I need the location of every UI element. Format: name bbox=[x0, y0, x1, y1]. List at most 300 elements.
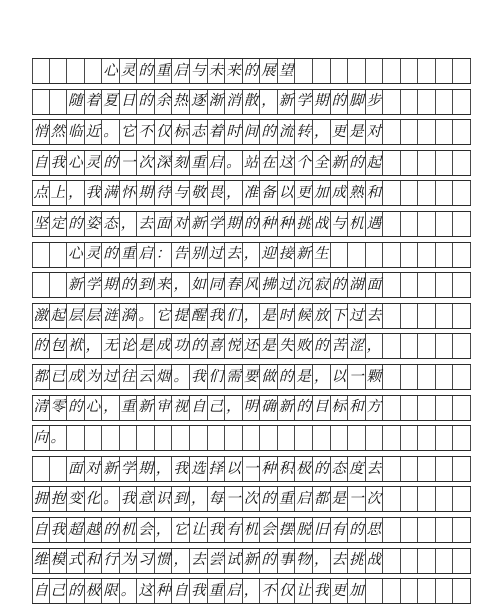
grid-cell: 事 bbox=[278, 549, 296, 573]
text-row bbox=[32, 211, 471, 237]
grid-cell: 和 bbox=[348, 396, 366, 420]
grid-cell: 风 bbox=[243, 273, 261, 297]
grid-cell: 的 bbox=[32, 334, 50, 358]
grid-cell: 迎 bbox=[260, 243, 278, 267]
grid-cell: 积 bbox=[278, 457, 296, 481]
grid-cell: 有 bbox=[225, 518, 243, 542]
grid-cell bbox=[137, 426, 155, 450]
grid-cell: 日 bbox=[120, 90, 138, 114]
grid-cell: 抱 bbox=[50, 487, 68, 511]
grid-cell bbox=[453, 457, 471, 481]
grid-cell: 和 bbox=[85, 549, 103, 573]
grid-cell: 以 bbox=[225, 457, 243, 481]
grid-cell: 心 bbox=[67, 151, 85, 175]
grid-cell: 的 bbox=[260, 487, 278, 511]
grid-cell: 来 bbox=[155, 273, 173, 297]
grid-cell: 启 bbox=[208, 151, 226, 175]
grid-cell bbox=[418, 396, 436, 420]
grid-cell bbox=[436, 181, 454, 205]
grid-cell: 逐 bbox=[190, 90, 208, 114]
grid-cell: 我 bbox=[190, 579, 208, 603]
grid-cell: 种 bbox=[260, 212, 278, 236]
grid-cell: 这 bbox=[278, 151, 296, 175]
grid-cell bbox=[401, 151, 419, 175]
grid-cell: ， bbox=[225, 181, 243, 205]
grid-cell: 云 bbox=[137, 365, 155, 389]
grid-cell: 种 bbox=[155, 579, 173, 603]
grid-cell bbox=[295, 426, 313, 450]
grid-cell: 态 bbox=[102, 212, 120, 236]
grid-cell bbox=[383, 579, 401, 603]
grid-cell bbox=[383, 304, 401, 328]
grid-cell bbox=[453, 426, 471, 450]
grid-cell bbox=[418, 426, 436, 450]
grid-cell bbox=[383, 120, 401, 144]
grid-cell: 别 bbox=[190, 243, 208, 267]
grid-cell bbox=[453, 396, 471, 420]
grid-cell: ， bbox=[172, 273, 190, 297]
grid-cell: 重 bbox=[120, 396, 138, 420]
grid-cell: 败 bbox=[295, 334, 313, 358]
grid-cell bbox=[401, 549, 419, 573]
grid-cell: 包 bbox=[50, 334, 68, 358]
grid-cell: 渐 bbox=[208, 90, 226, 114]
grid-cell bbox=[453, 579, 471, 603]
grid-cell: 的 bbox=[278, 365, 296, 389]
grid-cell: 去 bbox=[225, 243, 243, 267]
grid-cell: ， bbox=[366, 334, 384, 358]
grid-cell: ， bbox=[313, 365, 331, 389]
grid-cell: 的 bbox=[102, 151, 120, 175]
grid-cell: 醒 bbox=[190, 304, 208, 328]
text-row bbox=[32, 456, 471, 482]
grid-cell: 自 bbox=[32, 579, 50, 603]
grid-cell bbox=[418, 549, 436, 573]
grid-cell bbox=[436, 518, 454, 542]
grid-cell bbox=[401, 212, 419, 236]
grid-cell bbox=[383, 426, 401, 450]
grid-cell bbox=[436, 457, 454, 481]
grid-cell: 展 bbox=[260, 59, 278, 83]
grid-cell: 的 bbox=[137, 90, 155, 114]
grid-cell: 以 bbox=[331, 365, 349, 389]
grid-cell: 摆 bbox=[278, 518, 296, 542]
grid-cell: 的 bbox=[348, 151, 366, 175]
grid-cell: 零 bbox=[50, 396, 68, 420]
grid-cell: 重 bbox=[208, 579, 226, 603]
grid-cell: 随 bbox=[67, 90, 85, 114]
grid-cell: 喜 bbox=[208, 334, 226, 358]
grid-cell bbox=[85, 59, 103, 83]
grid-cell: 的 bbox=[67, 579, 85, 603]
grid-cell: 它 bbox=[155, 304, 173, 328]
grid-cell: 提 bbox=[172, 304, 190, 328]
grid-cell: 新 bbox=[67, 273, 85, 297]
grid-cell bbox=[418, 120, 436, 144]
title-row bbox=[32, 58, 471, 84]
grid-cell: 我 bbox=[50, 151, 68, 175]
grid-cell bbox=[172, 426, 190, 450]
grid-cell: 超 bbox=[67, 518, 85, 542]
grid-cell: 春 bbox=[225, 273, 243, 297]
grid-cell: 着 bbox=[85, 90, 103, 114]
grid-cell bbox=[418, 273, 436, 297]
grid-cell: 如 bbox=[190, 273, 208, 297]
grid-cell bbox=[278, 426, 296, 450]
text-row bbox=[32, 272, 471, 298]
grid-cell: ， bbox=[225, 396, 243, 420]
grid-cell: 站 bbox=[243, 151, 261, 175]
grid-cell bbox=[436, 90, 454, 114]
grid-cell bbox=[453, 212, 471, 236]
grid-cell: 的 bbox=[102, 243, 120, 267]
grid-cell bbox=[401, 518, 419, 542]
grid-cell: 点 bbox=[32, 181, 50, 205]
grid-cell: 启 bbox=[295, 487, 313, 511]
grid-cell: 期 bbox=[137, 457, 155, 481]
grid-cell bbox=[453, 181, 471, 205]
grid-cell: 加 bbox=[348, 579, 366, 603]
text-row bbox=[32, 364, 471, 390]
grid-cell: 过 bbox=[102, 365, 120, 389]
grid-cell: 面 bbox=[67, 457, 85, 481]
grid-cell: 新 bbox=[295, 243, 313, 267]
grid-cell: 仅 bbox=[278, 579, 296, 603]
grid-cell: 定 bbox=[50, 212, 68, 236]
grid-cell: 告 bbox=[172, 243, 190, 267]
grid-cell: 沉 bbox=[295, 273, 313, 297]
grid-cell: 的 bbox=[260, 120, 278, 144]
grid-cell: 我 bbox=[50, 518, 68, 542]
grid-cell: 临 bbox=[67, 120, 85, 144]
grid-cell: 。 bbox=[172, 365, 190, 389]
grid-cell: 姿 bbox=[85, 212, 103, 236]
grid-cell bbox=[453, 549, 471, 573]
grid-cell: 颗 bbox=[366, 365, 384, 389]
grid-cell: 是 bbox=[295, 365, 313, 389]
grid-cell: 在 bbox=[260, 151, 278, 175]
grid-cell: 望 bbox=[278, 59, 296, 83]
grid-cell bbox=[260, 426, 278, 450]
grid-cell: 间 bbox=[243, 120, 261, 144]
grid-cell: ： bbox=[155, 243, 173, 267]
grid-cell: 更 bbox=[331, 120, 349, 144]
grid-cell: 自 bbox=[32, 518, 50, 542]
text-row bbox=[32, 486, 471, 512]
grid-cell: 度 bbox=[348, 457, 366, 481]
grid-cell: 涟 bbox=[102, 304, 120, 328]
grid-cell bbox=[453, 151, 471, 175]
grid-cell bbox=[295, 59, 313, 83]
grid-cell bbox=[366, 243, 384, 267]
grid-cell: 灵 bbox=[120, 59, 138, 83]
grid-cell: ， bbox=[243, 579, 261, 603]
grid-cell: ， bbox=[313, 120, 331, 144]
grid-cell bbox=[418, 181, 436, 205]
grid-cell: ， bbox=[260, 90, 278, 114]
grid-cell bbox=[418, 151, 436, 175]
grid-cell: 我 bbox=[172, 457, 190, 481]
grid-cell: 与 bbox=[190, 59, 208, 83]
grid-cell bbox=[383, 212, 401, 236]
grid-cell: 遇 bbox=[366, 212, 384, 236]
grid-cell: 深 bbox=[155, 151, 173, 175]
grid-cell bbox=[453, 334, 471, 358]
grid-cell: 散 bbox=[243, 90, 261, 114]
grid-cell bbox=[436, 151, 454, 175]
grid-cell: 来 bbox=[225, 59, 243, 83]
grid-cell: 挑 bbox=[295, 212, 313, 236]
grid-cell bbox=[436, 549, 454, 573]
grid-cell bbox=[453, 243, 471, 267]
grid-cell: 物 bbox=[295, 549, 313, 573]
grid-cell: 往 bbox=[120, 365, 138, 389]
grid-cell: 我 bbox=[120, 487, 138, 511]
grid-cell bbox=[366, 59, 384, 83]
grid-cell bbox=[190, 426, 208, 450]
grid-cell: 要 bbox=[243, 365, 261, 389]
grid-cell: 的 bbox=[67, 212, 85, 236]
grid-cell bbox=[383, 59, 401, 83]
grid-cell: 失 bbox=[278, 334, 296, 358]
grid-cell: 袱 bbox=[67, 334, 85, 358]
grid-cell bbox=[225, 426, 243, 450]
grid-cell: ， bbox=[313, 549, 331, 573]
grid-cell: 行 bbox=[102, 549, 120, 573]
grid-cell: 下 bbox=[331, 304, 349, 328]
grid-cell: 重 bbox=[155, 59, 173, 83]
grid-cell: 熟 bbox=[348, 181, 366, 205]
grid-cell: 心 bbox=[67, 243, 85, 267]
grid-cell: 战 bbox=[313, 212, 331, 236]
grid-cell: 需 bbox=[225, 365, 243, 389]
grid-cell bbox=[243, 426, 261, 450]
grid-cell: 同 bbox=[208, 273, 226, 297]
grid-cell: 学 bbox=[208, 212, 226, 236]
grid-cell bbox=[436, 334, 454, 358]
grid-cell: 的 bbox=[313, 457, 331, 481]
grid-cell: 未 bbox=[208, 59, 226, 83]
text-row bbox=[32, 89, 471, 115]
grid-cell: 。 bbox=[102, 487, 120, 511]
grid-cell bbox=[313, 426, 331, 450]
grid-cell: 已 bbox=[50, 365, 68, 389]
grid-cell: 变 bbox=[67, 487, 85, 511]
grid-cell: ， bbox=[155, 457, 173, 481]
grid-cell: 学 bbox=[295, 90, 313, 114]
grid-cell: 仅 bbox=[155, 120, 173, 144]
grid-cell: 苦 bbox=[331, 334, 349, 358]
grid-cell: 以 bbox=[278, 181, 296, 205]
grid-cell bbox=[348, 59, 366, 83]
grid-cell: 模 bbox=[50, 549, 68, 573]
grid-cell: 待 bbox=[155, 181, 173, 205]
grid-cell bbox=[348, 426, 366, 450]
grid-cell bbox=[401, 334, 419, 358]
grid-cell bbox=[453, 59, 471, 83]
grid-cell: 它 bbox=[172, 518, 190, 542]
grid-cell: 试 bbox=[225, 549, 243, 573]
grid-cell bbox=[418, 243, 436, 267]
text-row bbox=[32, 303, 471, 329]
grid-cell: 个 bbox=[295, 151, 313, 175]
grid-cell: 习 bbox=[137, 549, 155, 573]
grid-cell: 热 bbox=[172, 90, 190, 114]
grid-cell: 极 bbox=[85, 579, 103, 603]
grid-cell: 启 bbox=[225, 579, 243, 603]
grid-cell: ， bbox=[172, 549, 190, 573]
grid-cell: 新 bbox=[278, 90, 296, 114]
grid-cell: 一 bbox=[120, 151, 138, 175]
grid-cell: 是 bbox=[137, 334, 155, 358]
grid-cell: 起 bbox=[366, 151, 384, 175]
grid-cell bbox=[50, 59, 68, 83]
grid-cell: 去 bbox=[137, 212, 155, 236]
grid-cell: 。 bbox=[225, 151, 243, 175]
grid-cell: 方 bbox=[366, 396, 384, 420]
grid-cell: ， bbox=[155, 518, 173, 542]
grid-cell bbox=[436, 396, 454, 420]
grid-cell: 湖 bbox=[348, 273, 366, 297]
grid-cell: 不 bbox=[137, 120, 155, 144]
grid-cell: 余 bbox=[155, 90, 173, 114]
grid-cell bbox=[32, 90, 50, 114]
grid-cell: 每 bbox=[208, 487, 226, 511]
grid-cell bbox=[418, 212, 436, 236]
grid-cell: 悄 bbox=[32, 120, 50, 144]
grid-cell: 机 bbox=[348, 212, 366, 236]
grid-cell: 去 bbox=[331, 549, 349, 573]
grid-cell: 机 bbox=[243, 518, 261, 542]
text-row bbox=[32, 395, 471, 421]
grid-cell: 拥 bbox=[32, 487, 50, 511]
grid-cell bbox=[383, 334, 401, 358]
grid-cell bbox=[401, 304, 419, 328]
grid-cell bbox=[50, 457, 68, 481]
grid-cell: 新 bbox=[102, 457, 120, 481]
grid-cell: 做 bbox=[260, 365, 278, 389]
grid-cell: 对 bbox=[172, 212, 190, 236]
grid-cell bbox=[453, 120, 471, 144]
grid-cell: 近 bbox=[85, 120, 103, 144]
grid-cell: 的 bbox=[120, 273, 138, 297]
grid-cell: 起 bbox=[50, 304, 68, 328]
grid-cell: 面 bbox=[155, 212, 173, 236]
grid-cell: 烟 bbox=[155, 365, 173, 389]
grid-cell: ， bbox=[243, 243, 261, 267]
grid-cell bbox=[418, 487, 436, 511]
text-row bbox=[32, 333, 471, 359]
grid-cell bbox=[436, 120, 454, 144]
grid-cell: 次 bbox=[137, 151, 155, 175]
grid-cell: 的 bbox=[243, 59, 261, 83]
grid-cell: 的 bbox=[137, 59, 155, 83]
grid-cell bbox=[453, 273, 471, 297]
grid-cell: 还 bbox=[243, 334, 261, 358]
grid-cell: 上 bbox=[50, 181, 68, 205]
grid-cell bbox=[453, 365, 471, 389]
grid-cell: 是 bbox=[260, 334, 278, 358]
grid-cell: 面 bbox=[366, 273, 384, 297]
grid-cell: 时 bbox=[278, 304, 296, 328]
grid-cell: 对 bbox=[366, 120, 384, 144]
grid-cell: 更 bbox=[331, 579, 349, 603]
grid-cell: 过 bbox=[208, 243, 226, 267]
grid-cell: 激 bbox=[32, 304, 50, 328]
grid-cell: 的 bbox=[260, 549, 278, 573]
grid-cell: 去 bbox=[366, 457, 384, 481]
grid-cell: 限 bbox=[102, 579, 120, 603]
grid-cell bbox=[383, 518, 401, 542]
grid-cell: 。 bbox=[137, 304, 155, 328]
grid-cell bbox=[418, 304, 436, 328]
grid-cell: 敬 bbox=[190, 181, 208, 205]
grid-cell: 时 bbox=[225, 120, 243, 144]
grid-cell: 刻 bbox=[172, 151, 190, 175]
grid-cell bbox=[401, 181, 419, 205]
grid-cell: 怀 bbox=[120, 181, 138, 205]
grid-cell: 机 bbox=[120, 518, 138, 542]
grid-cell: 态 bbox=[331, 457, 349, 481]
grid-cell bbox=[313, 59, 331, 83]
grid-cell: 会 bbox=[260, 518, 278, 542]
grid-cell: 成 bbox=[331, 181, 349, 205]
grid-cell: 我 bbox=[313, 579, 331, 603]
grid-cell bbox=[383, 181, 401, 205]
grid-cell: 极 bbox=[295, 457, 313, 481]
grid-cell: 启 bbox=[137, 243, 155, 267]
grid-cell bbox=[401, 243, 419, 267]
grid-cell: 为 bbox=[120, 549, 138, 573]
grid-cell: ， bbox=[67, 181, 85, 205]
grid-cell: 都 bbox=[32, 365, 50, 389]
grid-cell: 的 bbox=[331, 273, 349, 297]
grid-cell: 尝 bbox=[208, 549, 226, 573]
grid-cell: ， bbox=[102, 396, 120, 420]
grid-cell: 清 bbox=[32, 396, 50, 420]
grid-cell: 漪 bbox=[120, 304, 138, 328]
grid-cell: 接 bbox=[278, 243, 296, 267]
grid-cell: 维 bbox=[32, 549, 50, 573]
grid-cell: 期 bbox=[313, 90, 331, 114]
grid-cell bbox=[436, 59, 454, 83]
grid-cell bbox=[32, 457, 50, 481]
grid-cell: 意 bbox=[137, 487, 155, 511]
grid-cell: 我 bbox=[190, 365, 208, 389]
grid-cell: 标 bbox=[172, 120, 190, 144]
grid-cell: 的 bbox=[313, 334, 331, 358]
grid-cell: 期 bbox=[137, 181, 155, 205]
grid-cell: 然 bbox=[50, 120, 68, 144]
grid-cell: ， bbox=[243, 304, 261, 328]
grid-cell: 有 bbox=[331, 518, 349, 542]
grid-cell: 心 bbox=[85, 396, 103, 420]
grid-cell bbox=[67, 426, 85, 450]
grid-cell bbox=[383, 151, 401, 175]
grid-cell: 审 bbox=[155, 396, 173, 420]
grid-cell bbox=[436, 365, 454, 389]
grid-cell: ， bbox=[120, 212, 138, 236]
grid-cell: 启 bbox=[172, 59, 190, 83]
grid-cell bbox=[32, 243, 50, 267]
grid-cell: 这 bbox=[137, 579, 155, 603]
grid-cell: 一 bbox=[225, 487, 243, 511]
grid-cell bbox=[401, 396, 419, 420]
grid-cell: 流 bbox=[278, 120, 296, 144]
grid-cell bbox=[453, 518, 471, 542]
grid-cell: 拂 bbox=[260, 273, 278, 297]
grid-cell: 重 bbox=[190, 151, 208, 175]
